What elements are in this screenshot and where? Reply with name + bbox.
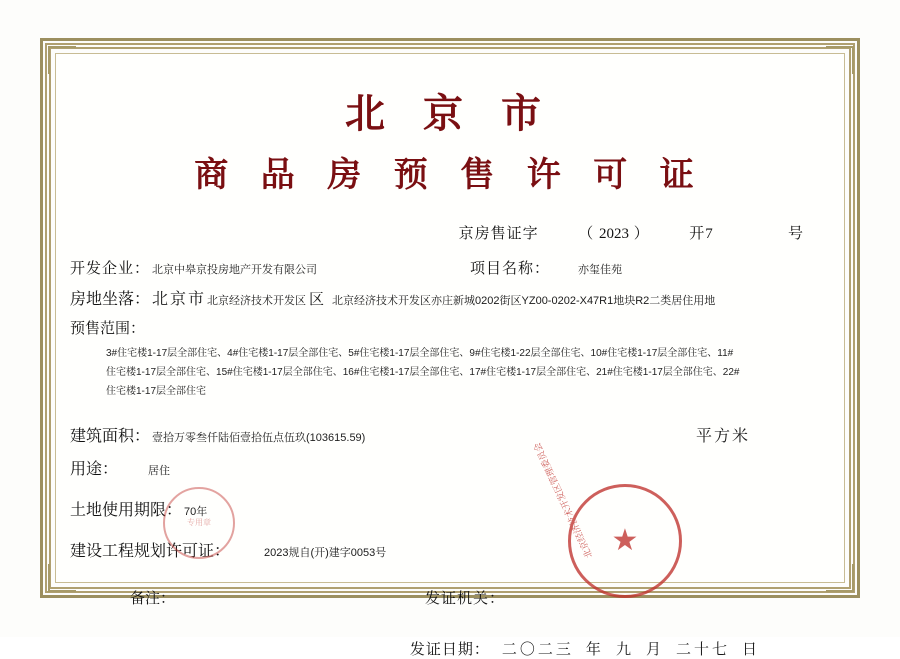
serial-number-row <box>70 222 830 243</box>
developer-value: 北京中皋京投房地产开发有限公司 <box>152 264 318 276</box>
presale-scope-body <box>106 344 746 401</box>
issue-date-day-unit: 日 <box>741 642 760 658</box>
location-row <box>70 286 830 309</box>
issue-date-year: 二〇二三 <box>501 642 574 658</box>
document-title-main: 北 京 市 <box>345 91 555 136</box>
certificate-content <box>70 60 830 658</box>
building-area-row <box>70 423 830 446</box>
issuing-authority-label: 发证机关： <box>425 591 506 607</box>
developer-and-project-row <box>70 257 830 278</box>
location-city: 北京市 <box>152 291 207 308</box>
construction-permit-value: 2023规自(开)建字0053号 <box>264 547 387 559</box>
secondary-seal-text: 专用章 <box>187 518 211 528</box>
building-area-unit: 平方米 <box>695 428 750 445</box>
issue-date-label: 发证日期： <box>409 642 490 658</box>
usage-label: 用途： <box>70 461 119 478</box>
issue-date-month-unit: 月 <box>645 642 664 658</box>
usage-value: 居住 <box>148 465 171 477</box>
construction-permit-row <box>70 538 830 561</box>
project-value: 亦玺佳苑 <box>578 264 623 276</box>
presale-scope-line: 3#住宅楼1-17层全部住宅、4#住宅楼1-17层全部住宅、5#住宅楼1-17层全部住宅、9#住宅楼1-22层全部住宅、10#住宅楼1-17层全部住宅、11# <box>106 348 734 359</box>
document-title-sub: 商 品 房 预 售 许 可 证 <box>194 157 706 194</box>
land-term-label: 土地使用期限： <box>70 502 183 519</box>
issue-date-year-unit: 年 <box>585 642 604 658</box>
building-area-value: 壹拾万零叁仟陆佰壹拾伍点伍玖(103615.59) <box>152 432 366 444</box>
serial-year: 2023 <box>598 226 629 242</box>
land-term-value: 70年 <box>184 506 208 518</box>
corner-ornament-bottom-right <box>826 564 854 592</box>
construction-permit-label: 建设工程规划许可证： <box>70 543 231 560</box>
serial-code: 开7 <box>689 226 714 242</box>
location-district-suffix: 区 <box>309 292 325 308</box>
presale-scope-line: 住宅楼1-17层全部住宅 <box>106 386 207 397</box>
presale-scope-section <box>70 317 830 401</box>
remark-label: 备注： <box>130 591 176 607</box>
serial-paren-close: ） <box>633 226 650 242</box>
serial-paren-open: （ <box>578 226 595 242</box>
building-area-label: 建筑面积： <box>70 428 151 445</box>
usage-row <box>70 456 830 479</box>
land-term-row <box>70 497 830 520</box>
presale-scope-label: 预售范围： <box>70 321 146 337</box>
serial-suffix: 号 <box>787 226 804 242</box>
issue-date-month: 九 <box>615 642 634 658</box>
remark-and-issuer-row <box>70 587 830 608</box>
presale-scope-line: 住宅楼1-17层全部住宅、15#住宅楼1-17层全部住宅、16#住宅楼1-17层全部住宅、17#住宅楼1-17层全部住宅、21#住宅楼1-17层全部住宅、22# <box>106 367 740 378</box>
star-icon: ★ <box>611 524 639 557</box>
location-district-value: 北京经济技术开发区 <box>207 295 307 307</box>
issue-date-row <box>70 638 830 659</box>
developer-label: 开发企业： <box>70 261 151 277</box>
official-seal-text: 北京经济技术开发区管理委员会 <box>531 441 595 560</box>
serial-prefix: 京房售证字 <box>458 226 539 242</box>
corner-ornament-top-right <box>826 46 854 74</box>
issue-date-day: 二十七 <box>675 642 730 658</box>
location-label: 房地坐落： <box>70 291 151 308</box>
location-detail: 北京经济技术开发区亦庄新城0202街区YZ00-0202-X47R1地块R2二类居住用地 <box>332 295 716 307</box>
project-label: 项目名称： <box>470 261 551 277</box>
